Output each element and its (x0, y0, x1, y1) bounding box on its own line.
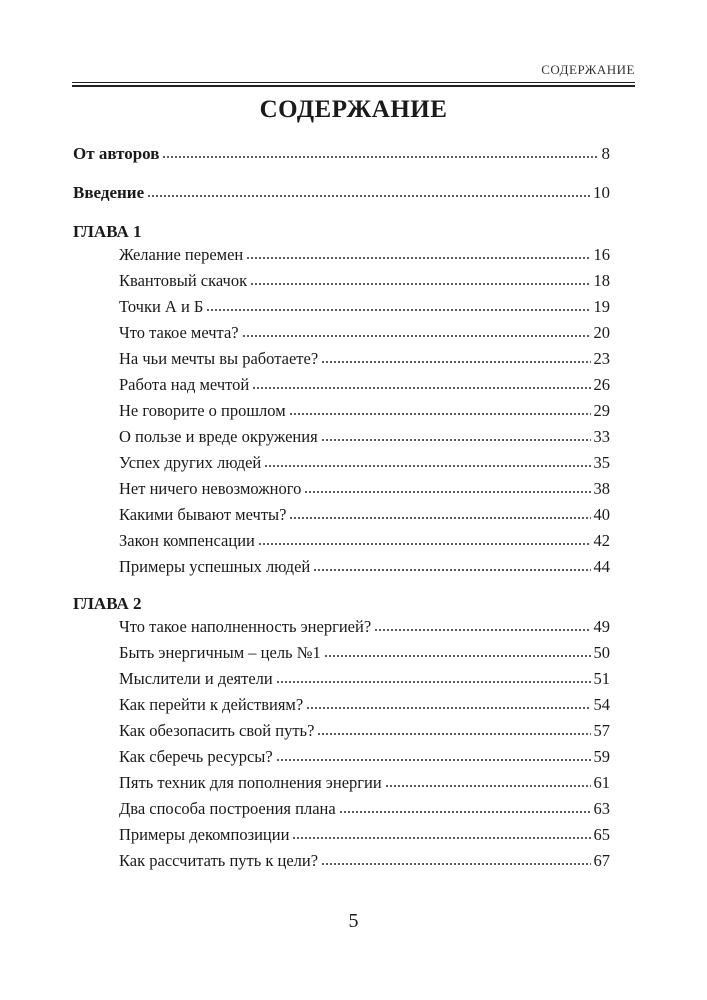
toc-entry-title: Быть энергичным – цель №1 (119, 643, 321, 662)
toc-entry-page: 61 (593, 773, 610, 792)
toc-leader-dots (374, 628, 590, 632)
toc-entry-title: Квантовый скачок (119, 271, 248, 290)
header-rule-thin (72, 82, 635, 83)
toc-entry (119, 669, 610, 689)
toc-leader-dots (242, 334, 591, 338)
toc-entry-introduction (73, 183, 610, 203)
toc-entry (119, 427, 610, 447)
toc-entry-title: Пять техник для пополнения энергии (119, 773, 382, 792)
toc-entry (119, 453, 610, 473)
toc-entry (119, 479, 610, 499)
toc-entry (119, 245, 610, 265)
toc-entry-title: Введение (73, 183, 145, 202)
toc-entry (119, 773, 610, 793)
toc-entry-page: 26 (593, 375, 610, 394)
chapter-heading-2: ГЛАВА 2 (73, 594, 142, 613)
toc-leader-dots (252, 386, 590, 390)
toc-entry (119, 297, 610, 317)
toc-entry-page: 42 (593, 531, 610, 550)
toc-leader-dots (276, 758, 591, 762)
toc-entry-title: Желание перемен (119, 245, 244, 264)
toc-entry-page: 67 (593, 851, 610, 870)
toc-entry-title: Примеры декомпозиции (119, 825, 290, 844)
toc-entry-page: 51 (593, 669, 610, 688)
toc-entry (119, 747, 610, 767)
toc-entry (119, 271, 610, 291)
toc-entry (119, 557, 610, 577)
toc-entry (119, 643, 610, 663)
toc-title: СОДЕРЖАНИЕ (259, 96, 448, 123)
page-number: 5 (348, 910, 359, 932)
toc-entry (119, 617, 610, 637)
toc-entry-title: Что такое наполненность энергией? (119, 617, 372, 636)
toc-entry-title: Нет ничего невозможного (119, 479, 302, 498)
toc-leader-dots (258, 542, 591, 546)
toc-leader-dots (289, 412, 591, 416)
toc-leader-dots (162, 155, 598, 159)
toc-entry (119, 401, 610, 421)
toc-entry-page: 54 (593, 695, 610, 714)
toc-entry-title: Работа над мечтой (119, 375, 250, 394)
chapter-heading-1: ГЛАВА 1 (73, 222, 142, 241)
toc-entry-page: 33 (593, 427, 610, 446)
toc-entry-page: 10 (593, 183, 610, 202)
toc-entry-title: Что такое мечта? (119, 323, 239, 342)
toc-entry-page: 44 (593, 557, 610, 576)
toc-entry-title: Мыслители и деятели (119, 669, 273, 688)
toc-entry (119, 323, 610, 343)
toc-entry-title: Закон компенсации (119, 531, 255, 550)
toc-entry (119, 531, 610, 551)
toc-leader-dots (306, 706, 590, 710)
toc-entry-page: 63 (593, 799, 610, 818)
toc-leader-dots (246, 256, 590, 260)
toc-leader-dots (276, 680, 591, 684)
toc-leader-dots (339, 810, 591, 814)
toc-entry-title: Как перейти к действиям? (119, 695, 304, 714)
toc-entry-title: Как рассчитать путь к цели? (119, 851, 319, 870)
toc-entry-title: Как обезопасить свой путь? (119, 721, 315, 740)
toc-leader-dots (304, 490, 590, 494)
running-head: СОДЕРЖАНИЕ (541, 62, 635, 77)
toc-entry-page: 29 (593, 401, 610, 420)
toc-leader-dots (324, 654, 591, 658)
toc-leader-dots (289, 516, 590, 520)
toc-entry-title: Какими бывают мечты? (119, 505, 287, 524)
toc-entry (119, 851, 610, 871)
toc-entry (119, 349, 610, 369)
toc-entry-title: На чьи мечты вы работаете? (119, 349, 319, 368)
toc-entry-authors (73, 144, 610, 164)
toc-entry-title: Примеры успешных людей (119, 557, 311, 576)
toc-leader-dots (385, 784, 591, 788)
header-rule-thick (72, 85, 635, 87)
toc-entry-title: Успех других людей (119, 453, 262, 472)
toc-entry (119, 825, 610, 845)
toc-entry-title: О пользе и вреде окружения (119, 427, 318, 446)
toc-entry (119, 505, 610, 525)
toc-entry-page: 8 (601, 144, 610, 163)
toc-leader-dots (313, 568, 590, 572)
toc-entry (119, 375, 610, 395)
toc-leader-dots (321, 862, 590, 866)
toc-entry-page: 18 (593, 271, 610, 290)
toc-leader-dots (321, 360, 590, 364)
toc-entry-page: 59 (593, 747, 610, 766)
toc-entry-page: 16 (593, 245, 610, 264)
toc-entry-page: 65 (593, 825, 610, 844)
toc-entry-title: Не говорите о прошлом (119, 401, 286, 420)
toc-entry-page: 40 (593, 505, 610, 524)
toc-leader-dots (264, 464, 590, 468)
toc-entry-page: 49 (593, 617, 610, 636)
toc-entry-page: 38 (593, 479, 610, 498)
toc-leader-dots (292, 836, 590, 840)
toc-entry (119, 695, 610, 715)
toc-leader-dots (250, 282, 590, 286)
toc-leader-dots (321, 438, 591, 442)
toc-entry-title: Два способа построения плана (119, 799, 336, 818)
toc-leader-dots (317, 732, 590, 736)
toc-entry-title: Как сберечь ресурсы? (119, 747, 273, 766)
toc-entry-page: 57 (593, 721, 610, 740)
toc-entry-page: 20 (593, 323, 610, 342)
toc-entry-title: Точки А и Б (119, 297, 204, 316)
toc-entry-page: 23 (593, 349, 610, 368)
toc-leader-dots (206, 308, 590, 312)
toc-entry (119, 721, 610, 741)
toc-entry-page: 35 (593, 453, 610, 472)
toc-entry (119, 799, 610, 819)
toc-leader-dots (147, 194, 590, 198)
toc-entry-title: От авторов (73, 144, 160, 163)
toc-entry-page: 50 (593, 643, 610, 662)
toc-entry-page: 19 (593, 297, 610, 316)
